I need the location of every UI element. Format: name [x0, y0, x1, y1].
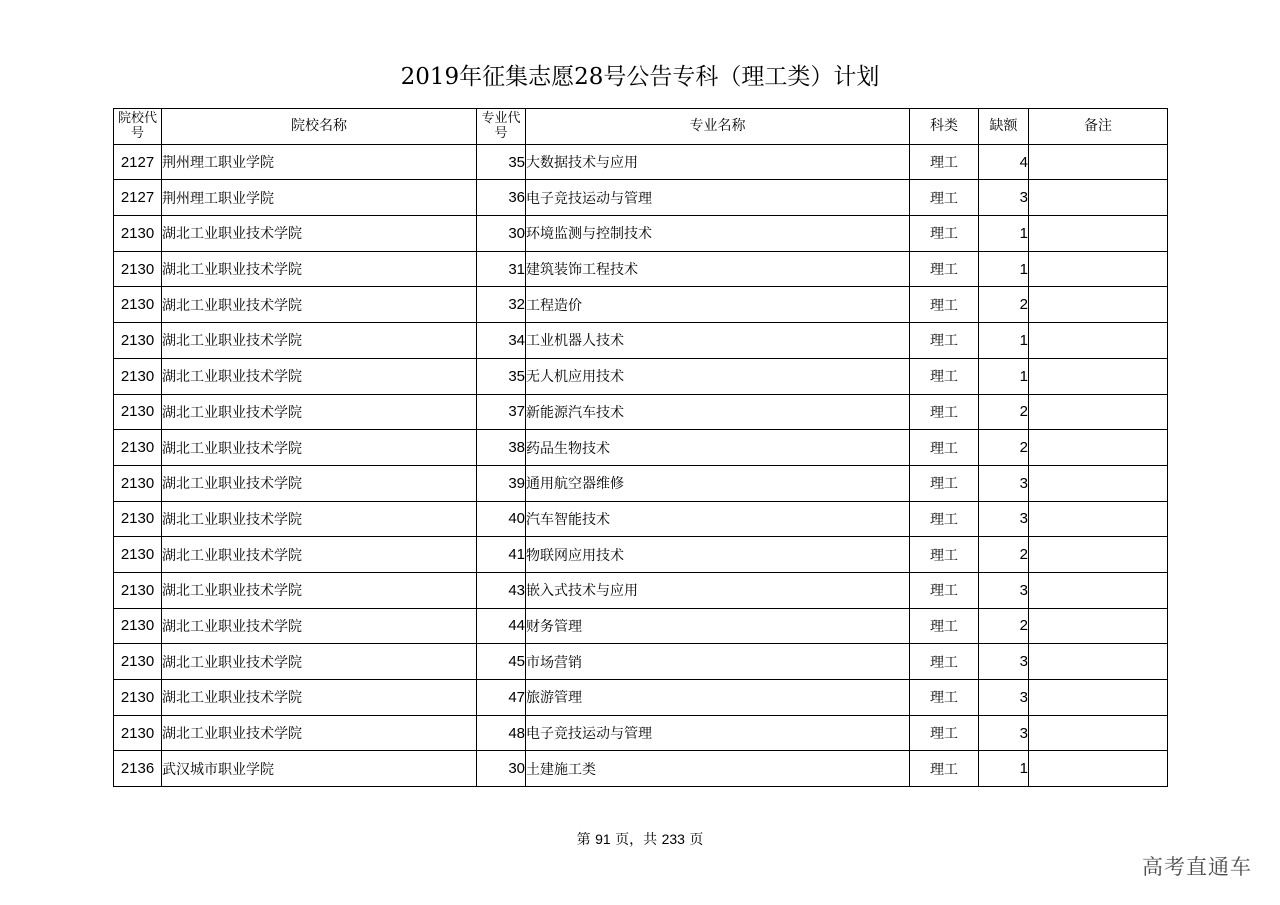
table-row — [114, 323, 1168, 359]
cell-category: 理工 — [910, 216, 979, 252]
cell-school-name: 湖北工业职业技术学院 — [162, 394, 477, 430]
cell-major-code: 37 — [477, 394, 526, 430]
cell-school-code: 2130 — [114, 287, 162, 323]
cell-quota: 1 — [979, 216, 1029, 252]
cell-quota: 3 — [979, 680, 1029, 716]
header-category: 科类 — [910, 109, 979, 145]
cell-major-name: 财务管理 — [526, 608, 910, 644]
cell-note — [1029, 465, 1168, 501]
cell-major-code: 44 — [477, 608, 526, 644]
header-major-code: 专业代号 — [477, 109, 526, 145]
cell-note — [1029, 358, 1168, 394]
cell-note — [1029, 751, 1168, 787]
table-row — [114, 180, 1168, 216]
cell-category: 理工 — [910, 144, 979, 180]
cell-school-code: 2127 — [114, 144, 162, 180]
cell-quota: 1 — [979, 358, 1029, 394]
cell-quota: 1 — [979, 751, 1029, 787]
cell-note — [1029, 715, 1168, 751]
table-row — [114, 144, 1168, 180]
cell-quota: 2 — [979, 537, 1029, 573]
cell-note — [1029, 572, 1168, 608]
table-row — [114, 358, 1168, 394]
plan-table — [113, 108, 1168, 787]
cell-note — [1029, 608, 1168, 644]
table-row — [114, 644, 1168, 680]
cell-major-code: 32 — [477, 287, 526, 323]
cell-school-code: 2130 — [114, 572, 162, 608]
cell-category: 理工 — [910, 751, 979, 787]
cell-quota: 2 — [979, 287, 1029, 323]
cell-major-code: 43 — [477, 572, 526, 608]
cell-category: 理工 — [910, 465, 979, 501]
cell-quota: 3 — [979, 644, 1029, 680]
cell-category: 理工 — [910, 715, 979, 751]
cell-note — [1029, 394, 1168, 430]
table-row — [114, 501, 1168, 537]
cell-school-code: 2130 — [114, 608, 162, 644]
cell-school-name: 湖北工业职业技术学院 — [162, 430, 477, 466]
cell-category: 理工 — [910, 501, 979, 537]
cell-major-name: 通用航空器维修 — [526, 465, 910, 501]
cell-school-code: 2130 — [114, 644, 162, 680]
cell-school-code: 2130 — [114, 394, 162, 430]
footer-prefix: 第 — [576, 832, 591, 848]
cell-school-name: 荆州理工职业学院 — [162, 180, 477, 216]
cell-quota: 3 — [979, 465, 1029, 501]
cell-major-name: 旅游管理 — [526, 680, 910, 716]
cell-note — [1029, 251, 1168, 287]
cell-major-name: 新能源汽车技术 — [526, 394, 910, 430]
cell-quota: 1 — [979, 323, 1029, 359]
cell-major-name: 汽车智能技术 — [526, 501, 910, 537]
cell-major-code: 40 — [477, 501, 526, 537]
footer-current-page: 91 — [595, 831, 611, 847]
cell-school-code: 2130 — [114, 465, 162, 501]
footer-middle: 页，共 — [615, 832, 658, 848]
cell-school-name: 湖北工业职业技术学院 — [162, 216, 477, 252]
cell-note — [1029, 680, 1168, 716]
cell-major-code: 31 — [477, 251, 526, 287]
header-school-code: 院校代号 — [114, 109, 162, 145]
cell-school-code: 2130 — [114, 537, 162, 573]
cell-major-name: 土建施工类 — [526, 751, 910, 787]
cell-note — [1029, 144, 1168, 180]
cell-school-name: 湖北工业职业技术学院 — [162, 537, 477, 573]
cell-major-name: 大数据技术与应用 — [526, 144, 910, 180]
cell-school-code: 2130 — [114, 251, 162, 287]
cell-note — [1029, 430, 1168, 466]
header-school-name: 院校名称 — [162, 109, 477, 145]
header-major-name: 专业名称 — [526, 109, 910, 145]
cell-school-name: 湖北工业职业技术学院 — [162, 465, 477, 501]
cell-major-code: 39 — [477, 465, 526, 501]
cell-category: 理工 — [910, 180, 979, 216]
cell-quota: 3 — [979, 180, 1029, 216]
cell-category: 理工 — [910, 358, 979, 394]
table-body — [114, 144, 1168, 786]
table-row — [114, 465, 1168, 501]
cell-note — [1029, 180, 1168, 216]
cell-major-code: 34 — [477, 323, 526, 359]
cell-major-name: 嵌入式技术与应用 — [526, 572, 910, 608]
table-row — [114, 608, 1168, 644]
cell-school-name: 武汉城市职业学院 — [162, 751, 477, 787]
cell-quota: 2 — [979, 394, 1029, 430]
cell-note — [1029, 216, 1168, 252]
cell-note — [1029, 644, 1168, 680]
table-row — [114, 287, 1168, 323]
header-note: 备注 — [1029, 109, 1168, 145]
footer-suffix: 页 — [689, 832, 704, 848]
table-row — [114, 216, 1168, 252]
cell-school-name: 湖北工业职业技术学院 — [162, 287, 477, 323]
cell-quota: 4 — [979, 144, 1029, 180]
cell-major-name: 市场营销 — [526, 644, 910, 680]
cell-category: 理工 — [910, 430, 979, 466]
cell-category: 理工 — [910, 680, 979, 716]
cell-school-name: 湖北工业职业技术学院 — [162, 715, 477, 751]
cell-note — [1029, 537, 1168, 573]
cell-major-code: 30 — [477, 216, 526, 252]
cell-school-name: 湖北工业职业技术学院 — [162, 680, 477, 716]
cell-category: 理工 — [910, 394, 979, 430]
cell-quota: 3 — [979, 572, 1029, 608]
table-row — [114, 751, 1168, 787]
cell-quota: 1 — [979, 251, 1029, 287]
cell-category: 理工 — [910, 287, 979, 323]
page-footer — [0, 829, 1280, 849]
cell-school-code: 2136 — [114, 751, 162, 787]
cell-school-code: 2127 — [114, 180, 162, 216]
cell-quota: 3 — [979, 715, 1029, 751]
cell-major-code: 47 — [477, 680, 526, 716]
cell-major-name: 工业机器人技术 — [526, 323, 910, 359]
cell-major-code: 35 — [477, 144, 526, 180]
cell-major-code: 36 — [477, 180, 526, 216]
cell-category: 理工 — [910, 323, 979, 359]
cell-school-name: 湖北工业职业技术学院 — [162, 644, 477, 680]
cell-major-code: 41 — [477, 537, 526, 573]
cell-quota: 2 — [979, 430, 1029, 466]
cell-school-code: 2130 — [114, 680, 162, 716]
cell-category: 理工 — [910, 537, 979, 573]
cell-major-name: 电子竞技运动与管理 — [526, 180, 910, 216]
cell-major-name: 建筑装饰工程技术 — [526, 251, 910, 287]
cell-school-code: 2130 — [114, 323, 162, 359]
cell-school-code: 2130 — [114, 430, 162, 466]
cell-major-code: 48 — [477, 715, 526, 751]
cell-major-name: 工程造价 — [526, 287, 910, 323]
cell-school-name: 湖北工业职业技术学院 — [162, 251, 477, 287]
cell-quota: 2 — [979, 608, 1029, 644]
cell-major-code: 38 — [477, 430, 526, 466]
table-row — [114, 680, 1168, 716]
cell-school-code: 2130 — [114, 358, 162, 394]
cell-school-code: 2130 — [114, 715, 162, 751]
cell-category: 理工 — [910, 644, 979, 680]
cell-major-code: 35 — [477, 358, 526, 394]
footer-total-pages: 233 — [661, 831, 685, 847]
cell-note — [1029, 501, 1168, 537]
table-row — [114, 715, 1168, 751]
cell-note — [1029, 323, 1168, 359]
page-title: 2019年征集志愿28号公告专科（理工类）计划 — [400, 64, 880, 90]
header-quota: 缺额 — [979, 109, 1029, 145]
watermark-text: 高考直通车 — [1142, 855, 1252, 879]
cell-major-name: 无人机应用技术 — [526, 358, 910, 394]
table-row — [114, 430, 1168, 466]
cell-school-code: 2130 — [114, 216, 162, 252]
table-row — [114, 537, 1168, 573]
cell-major-code: 30 — [477, 751, 526, 787]
cell-school-name: 湖北工业职业技术学院 — [162, 323, 477, 359]
cell-school-code: 2130 — [114, 501, 162, 537]
table-row — [114, 572, 1168, 608]
cell-category: 理工 — [910, 608, 979, 644]
cell-major-code: 45 — [477, 644, 526, 680]
table-row — [114, 394, 1168, 430]
cell-school-name: 湖北工业职业技术学院 — [162, 608, 477, 644]
table-header-row — [114, 109, 1168, 145]
cell-major-name: 环境监测与控制技术 — [526, 216, 910, 252]
cell-school-name: 荆州理工职业学院 — [162, 144, 477, 180]
cell-school-name: 湖北工业职业技术学院 — [162, 501, 477, 537]
cell-major-name: 电子竞技运动与管理 — [526, 715, 910, 751]
cell-note — [1029, 287, 1168, 323]
cell-school-name: 湖北工业职业技术学院 — [162, 358, 477, 394]
cell-major-name: 药品生物技术 — [526, 430, 910, 466]
cell-quota: 3 — [979, 501, 1029, 537]
table-row — [114, 251, 1168, 287]
cell-major-name: 物联网应用技术 — [526, 537, 910, 573]
cell-category: 理工 — [910, 251, 979, 287]
cell-school-name: 湖北工业职业技术学院 — [162, 572, 477, 608]
cell-category: 理工 — [910, 572, 979, 608]
